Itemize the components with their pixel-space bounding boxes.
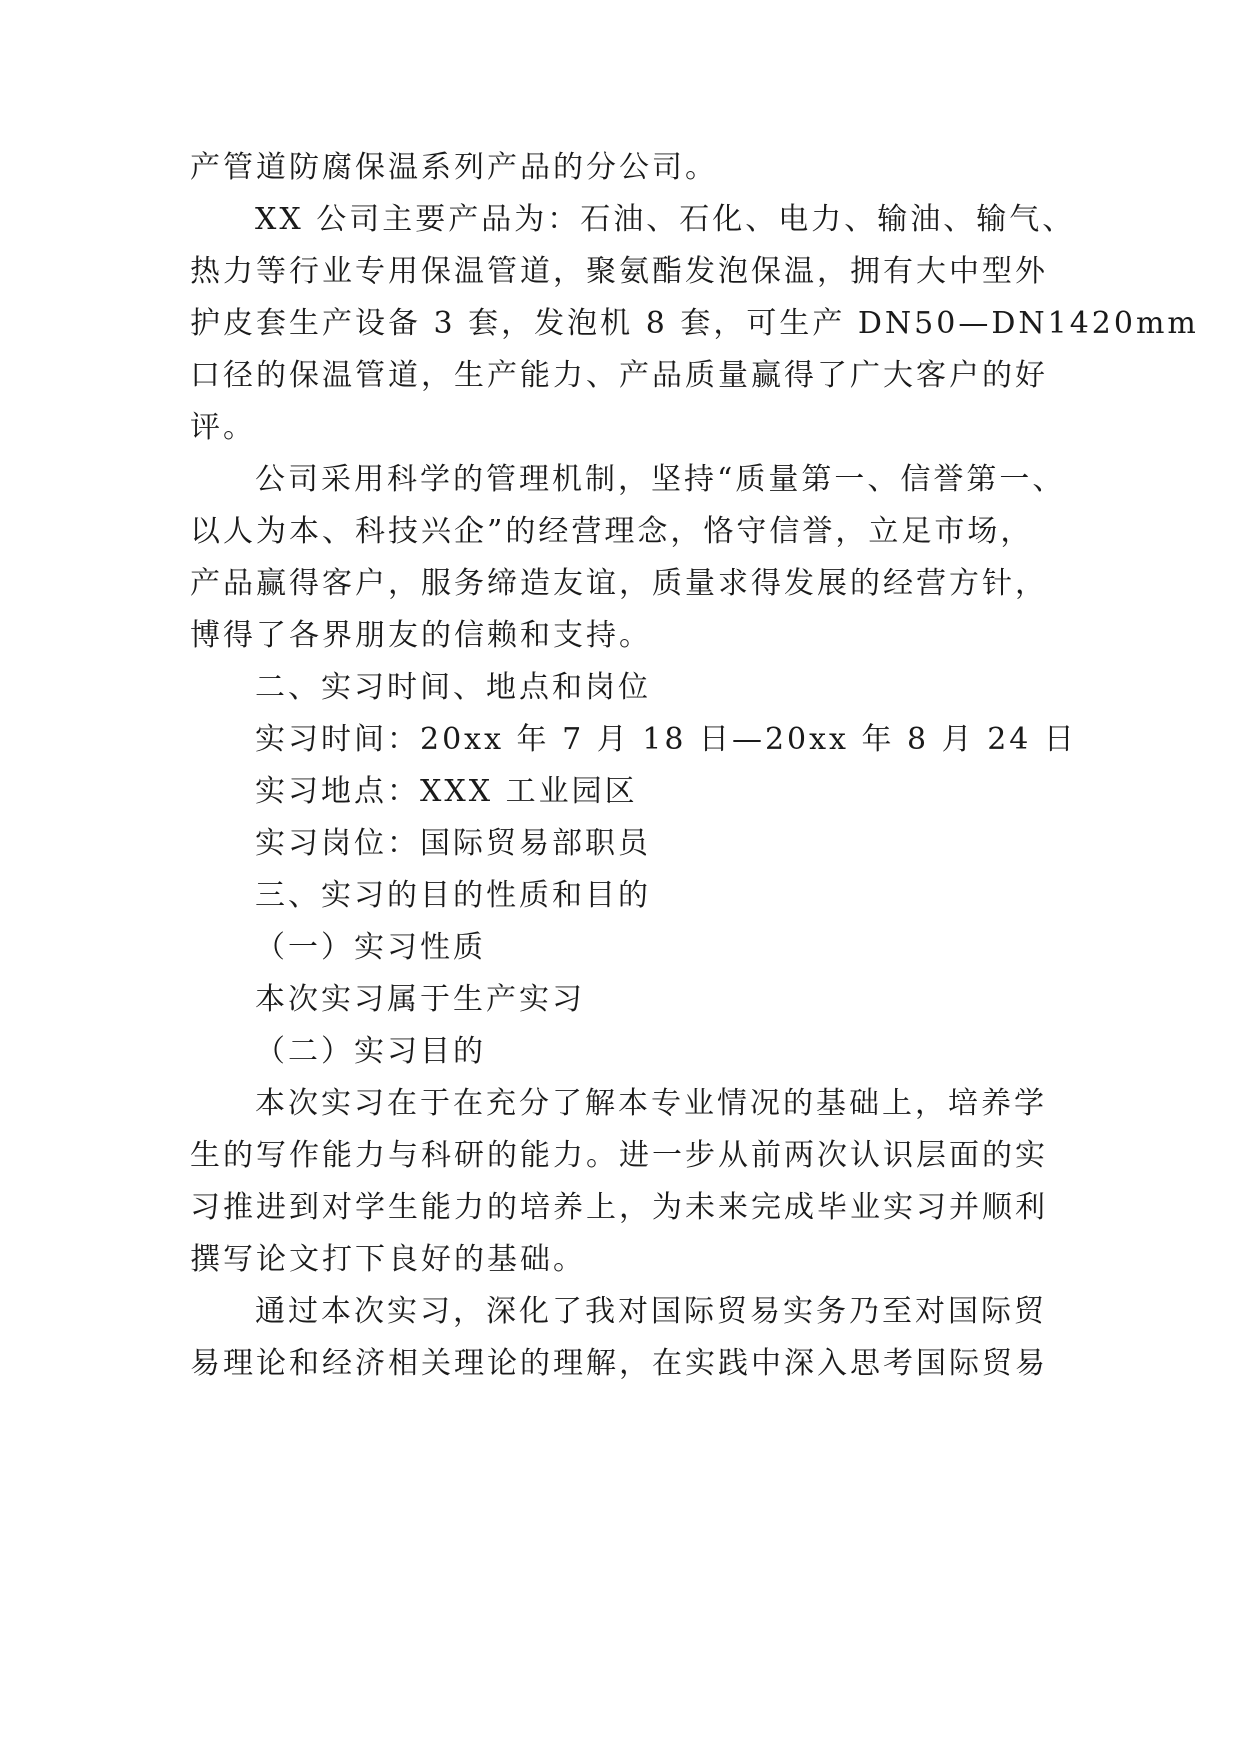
text-line-3: 热力等行业专用保温管道，聚氨酯发泡保温，拥有大中型外	[190, 254, 1048, 289]
text-line-1: 产管道防腐保温系列产品的分公司。	[190, 150, 718, 185]
text-line-24: 易理论和经济相关理论的理解，在实践中深入思考国际贸易	[190, 1346, 1048, 1381]
text-line-20: 生的写作能力与科研的能力。进一步从前两次认识层面的实	[190, 1138, 1048, 1173]
text-line-9: 产品赢得客户，服务缔造友谊，质量求得发展的经营方针，	[190, 566, 1048, 601]
text-line-17: 本次实习属于生产实习	[255, 982, 585, 1017]
subheading-2: （二）实习目的	[255, 1034, 486, 1069]
text-line-10: 博得了各界朋友的信赖和支持。	[190, 618, 652, 653]
internship-time: 实习时间：20xx 年 7 月 18 日—20xx 年 8 月 24 日	[255, 722, 1077, 757]
text-line-4: 护皮套生产设备 3 套，发泡机 8 套，可生产 DN50—DN1420mm	[190, 306, 1199, 341]
text-line-2: XX 公司主要产品为：石油、石化、电力、输油、输气、	[255, 202, 1076, 237]
text-line-22: 撰写论文打下良好的基础。	[190, 1242, 586, 1277]
text-line-21: 习推进到对学生能力的培养上，为未来完成毕业实习并顺利	[190, 1190, 1048, 1225]
section-heading-2: 二、实习时间、地点和岗位	[255, 670, 651, 705]
text-line-19: 本次实习在于在充分了解本专业情况的基础上，培养学	[255, 1086, 1047, 1121]
text-line-8: 以人为本、科技兴企”的经营理念，恪守信誉，立足市场，	[190, 514, 1034, 549]
text-line-23: 通过本次实习，深化了我对国际贸易实务乃至对国际贸	[255, 1294, 1047, 1329]
subheading-1: （一）实习性质	[255, 930, 486, 965]
section-heading-3: 三、实习的目的性质和目的	[255, 878, 651, 913]
text-line-5: 口径的保温管道，生产能力、产品质量赢得了广大客户的好	[190, 358, 1048, 393]
text-line-7: 公司采用科学的管理机制，坚持“质量第一、信誉第一、	[255, 462, 1066, 497]
internship-position: 实习岗位：国际贸易部职员	[255, 826, 651, 861]
internship-location: 实习地点：XXX 工业园区	[255, 774, 638, 809]
text-line-6: 评。	[190, 410, 256, 445]
